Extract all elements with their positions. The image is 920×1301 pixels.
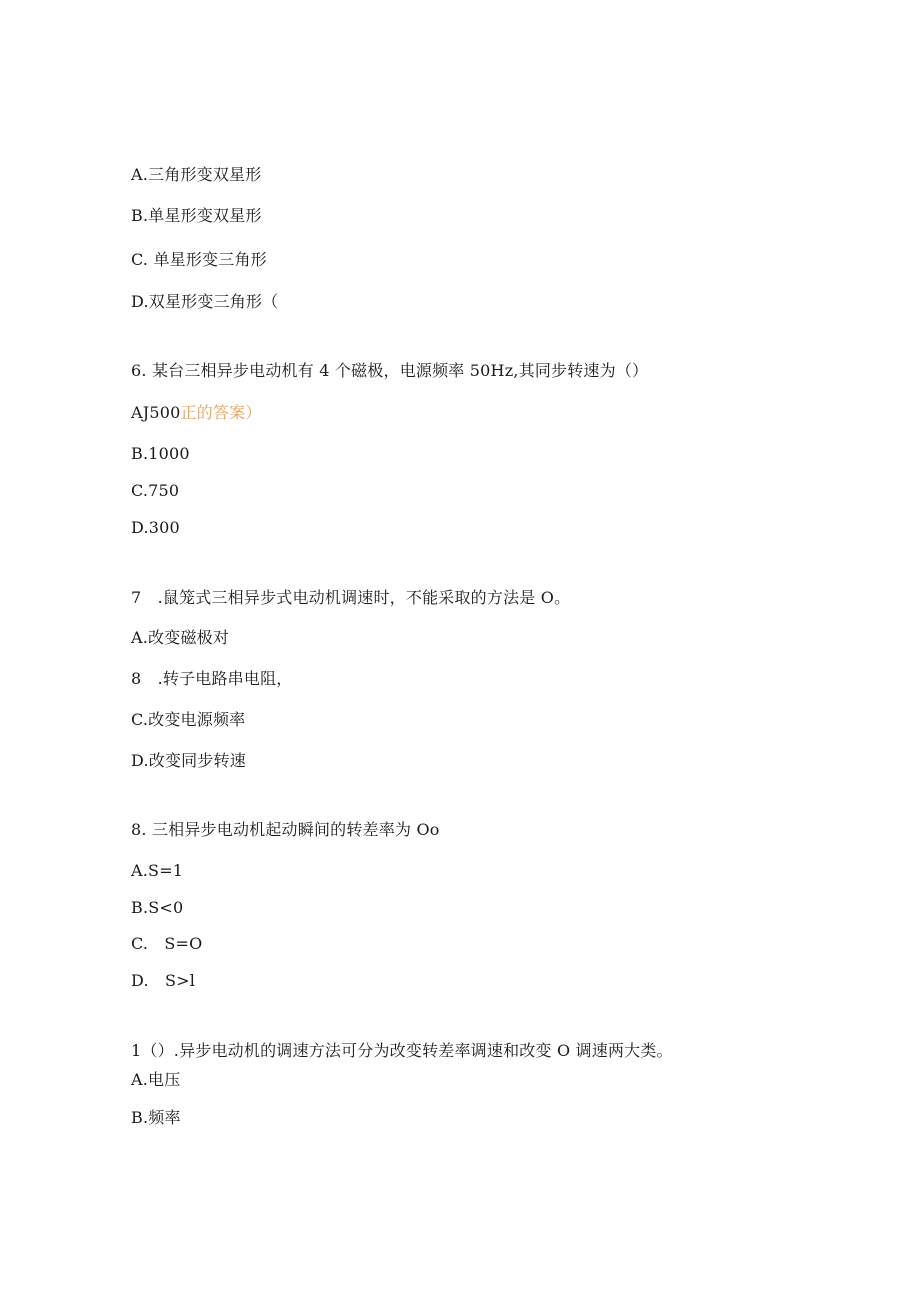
q8-option-d: D. S>l bbox=[131, 971, 196, 990]
q7-question: 7 .鼠笼式三相异步式电动机调速时，不能采取的方法是 O。 bbox=[131, 588, 571, 607]
q8-question: 8. 三相异步电动机起动瞬间的转差率为 Oo bbox=[131, 820, 440, 839]
q7-option-a: A.改变磁极对 bbox=[131, 628, 230, 647]
q7-option-d: D.改变同步转速 bbox=[131, 751, 246, 770]
q5-option-c: C. 单星形变三角形 bbox=[131, 250, 267, 269]
q8-option-a: A.S=1 bbox=[131, 861, 184, 880]
q6-option-b: B.1000 bbox=[131, 444, 190, 463]
q5-option-b: B.单星形变双星形 bbox=[131, 206, 262, 225]
answer-highlight: 正的答案） bbox=[180, 403, 262, 422]
q10-option-b: B.频率 bbox=[131, 1108, 181, 1127]
q6-question: 6. 某台三相异步电动机有 4 个磁极，电源频率 50Hz,其同步转速为（） bbox=[131, 361, 649, 380]
q6-option-a bbox=[131, 403, 262, 423]
q8-option-b: B.S<0 bbox=[131, 898, 184, 917]
q6-option-a-text: AJ500 bbox=[131, 403, 181, 422]
q5-option-a: A.三角形变双星形 bbox=[131, 165, 262, 184]
q10-question: 1（）.异步电动机的调速方法可分为改变转差率调速和改变 O 调速两大类。 bbox=[131, 1041, 673, 1060]
q5-option-d: D.双星形变三角形（ bbox=[131, 292, 279, 311]
q6-option-c: C.750 bbox=[131, 481, 180, 500]
q7-option-b: 8 .转子电路串电阻， bbox=[131, 669, 293, 688]
q7-option-c: C.改变电源频率 bbox=[131, 710, 246, 729]
q6-option-d: D.300 bbox=[131, 518, 180, 537]
q10-option-a: A.电压 bbox=[131, 1070, 181, 1089]
q8-option-c: C. S=O bbox=[131, 934, 203, 953]
